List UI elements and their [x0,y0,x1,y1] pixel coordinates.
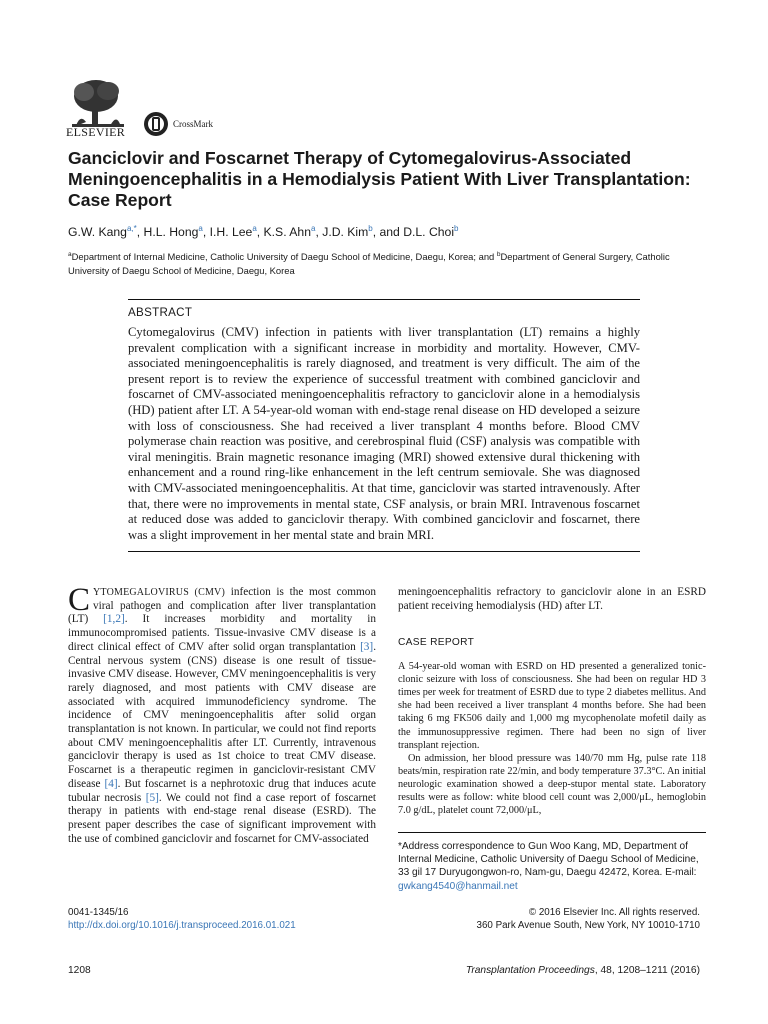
intro-text: . We could not find a case report of foscarnet therapy in patients with end-stage renal disease (ESRD). The present paper describes the case of significant improvement with the use of combined ganciclovir and foscarnet for CMV-associated [68,791,376,845]
body-column-left [68,582,376,846]
abstract-section [128,299,640,552]
intro-continued: meningoencephalitis refractory to ganciclovir alone in an ESRD patient receiving hemodialysis (HD) after LT. [398,586,706,612]
crossmark-label: CrossMark [173,119,213,129]
author-affil-sup[interactable]: a [310,224,316,233]
author-affil-sup[interactable]: a [252,224,257,233]
journal-name: Transplantation Proceedings [465,965,595,976]
case-report-paragraph: On admission, her blood pressure was 140/70 mm Hg, pulse rate 118 beats/min, respiration rate 22/min, and body temperature 37.3°C. An initial neurologic examination showed a deep-stupor mental state. Laboratory results were as follow: white blood cell count was 2,000/μL, hemoglobin 7.0 g/dL, platelet count 72,000/μL, [398,752,706,817]
author-name: D.L. Choi [403,225,455,240]
affil-sup-b: b [496,251,501,258]
copyright-line: © 2016 Elsevier Inc. All rights reserved. [528,907,700,918]
author-affil-sup[interactable]: a,* [126,224,137,233]
page-number: 1208 [68,965,91,976]
citation-link[interactable]: [5] [145,791,159,804]
correspondence-footnote [398,832,706,893]
author-name: H.L. Hong [143,225,199,240]
intro-text: . It increases morbidity and mortality in immunocompromised patients. Tissue-invasive CMV disease is a direct clinical effect of CMV after solid organ transplantation [68,613,376,653]
issn: 0041-1345/16 [68,907,129,918]
doi-link[interactable]: http://dx.doi.org/10.1016/j.transproceed.2016.01.021 [68,919,296,931]
section-heading-case-report: CASE REPORT [398,637,475,649]
citation-link[interactable]: [3] [360,640,374,653]
crossmark-badge[interactable] [143,111,213,137]
affil-text-a: Department of Internal Medicine, Catholic University of Daegu School of Medicine, Daegu, Korea; and [71,251,497,263]
citation-link[interactable]: [1,2] [103,613,125,626]
journal-citation [466,965,700,976]
affil-sup-a: a [68,251,72,258]
copyright-block [477,907,701,932]
affiliations [68,248,708,277]
author-affil-sup[interactable]: a [198,224,203,233]
drop-cap: C [68,582,91,618]
journal-volume-pages: , 48, 1208–1211 (2016) [594,965,700,976]
crossmark-icon [143,111,169,137]
elsevier-wordmark: ELSEVIER [66,125,126,139]
intro-text: . But foscarnet is a nephrotoxic drug that induces acute tubular necrosis [68,777,376,804]
author-name: J.D. Kim [322,225,369,240]
citation-link[interactable]: [4] [104,777,118,790]
abstract-text: Cytomegalovirus (CMV) infection in patients with liver transplantation (LT) remains a highly prevalent complication with a significant increase in morbidity and mortality. However, CMV-associated meningoencephalitis is rarely diagnosed, and treatment is very difficult. The aim of the present report is to review the experience of successful treatment with combined ganciclovir and foscarnet of CMV-associated meningoencephalitis refractory to ganciclovir alone in a hemodialysis (HD) patient after LT. A 54-year-old woman with end-stage renal disease on HD developed a seizure with loss of consciousness. She had received a liver transplant 4 months before. Blood CMV polymerase chain reaction was positive, and cerebrospinal fluid (CSF) analysis was compatible with viral meningitis. Brain magnetic resonance imaging (MRI) showed extensive dural thickening with enhancement and a round ring-like enhancement in the left centrum semiovale. She was diagnosed with CMV-associated meningoencephalitis. At that time, ganciclovir was started intravenously. After that, there were no improvements in mental state, CSF analysis, or brain MRI. Intravenous foscarnet at reduced dose was added to ganciclovir therapy. With combined ganciclovir and foscarnet, there was a slight improvement in her mental state and brain MRI. [128,325,640,542]
affil-text-b: Department of General Surgery, Catholic University of Daegu School of Medicine, Daegu, Korea [68,251,670,276]
intro-smallcaps: YTOMEGALOVIRUS (CMV) [93,587,225,598]
email-link[interactable]: gwkang4540@hanmail.net [398,880,518,892]
article-title: Ganciclovir and Foscarnet Therapy of Cytomegalovirus-Associated Meningoencephalitis in a Hemodialysis Patient With Liver Transplantation: Case Report [68,148,691,210]
author-affil-sup[interactable]: b [368,224,373,233]
correspondence-text: *Address correspondence to Gun Woo Kang, MD, Department of Internal Medicine, Catholic University of Daegu School of Medicine, 33 gil 17 Duryugongwon-ro, Nam-gu, Daegu 42472, Korea. E-mail: [398,841,699,879]
body-column-right [398,586,706,817]
issn-block [68,907,296,932]
author-list: G.W. Kang$^{a,*}$, H.L. Hong$^a$, I.H. Lee$^a$, K.S. Ahn$^a$, J.D. Kim$^b$, and D.L. Choi$^b$ [68,224,459,240]
author-name: K.S. Ahn [263,225,311,240]
author-name: G.W. Kang [68,225,127,240]
intro-text: infection is the most common viral pathogen and complication after liver transplantation (LT) [68,586,376,626]
abstract-heading: ABSTRACT [128,306,193,319]
intro-text: . Central nervous system (CNS) disease is one result of tissue-invasive CMV disease. However, CMV meningoencephalitis is very rarely diagnosed, and most patients with CMV disease are associated with acquired immunodeficiency syndrome. The incidence of CMV meningoencephalitis after solid organ transplantation is not known. In particular, we could not find reports about CMV meningoencephalitis after LT. Currently, intravenous ganciclovir therapy is used as 1st choice to treat CMV disease. Foscarnet is a therapeutic regimen in ganciclovir-resistant CMV disease [68,640,376,790]
author-name: I.H. Lee [209,225,253,240]
case-report-paragraph: A 54-year-old woman with ESRD on HD presented a generalized tonic-clonic seizure with loss of consciousness. She had been on regular HD 3 times per week for treatment of ESRD due to type 2 diabetes mellitus. And she had been received a liver transplant 4 months before. She had been taking 6 mg FK506 daily and 1,000 mg mycophenolate mofetil daily as the immunosuppressive regimen. There had been no sign of liver transplant rejection. [398,661,706,751]
publisher-address: 360 Park Avenue South, New York, NY 10010-1710 [476,919,700,931]
author-affil-sup[interactable]: b [454,224,459,233]
